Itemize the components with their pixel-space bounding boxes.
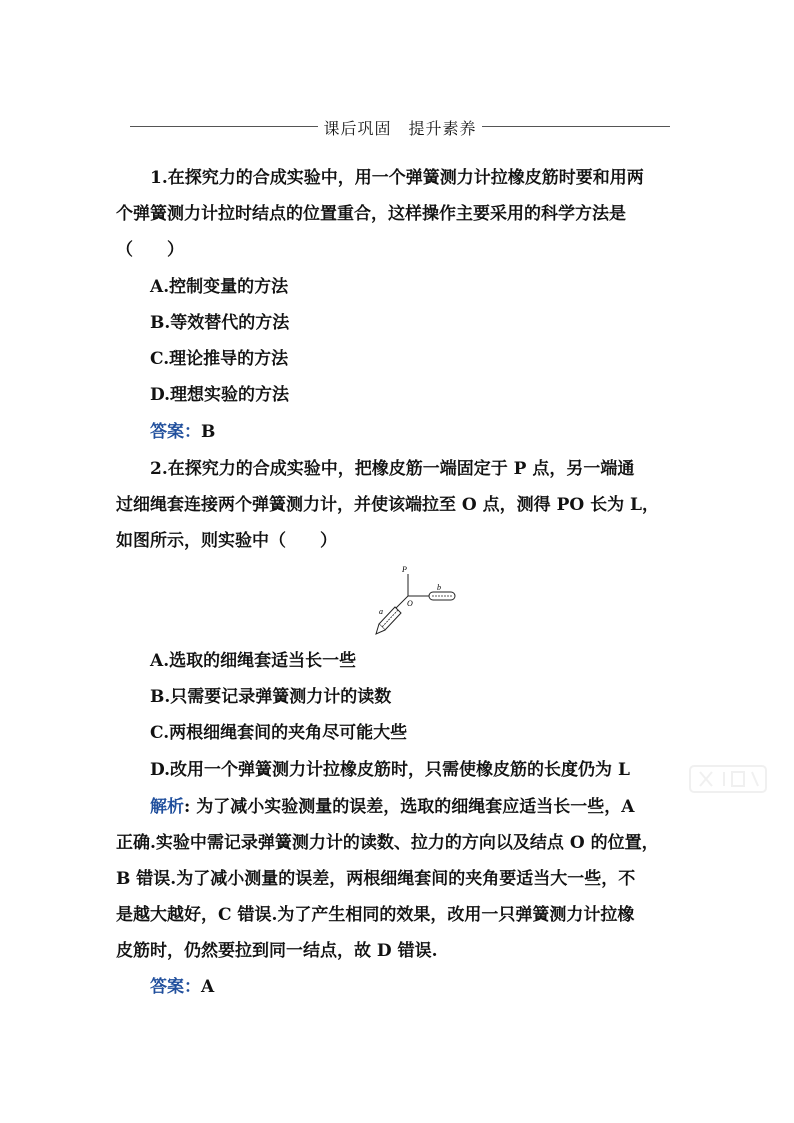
q2-analysis-text1: : 为了减小实验测量的误差，选取的细绳套应适当长一些，A xyxy=(184,797,635,817)
q1-answer-label: 答案： xyxy=(150,422,201,442)
label-b: b xyxy=(437,583,441,592)
header-rule-right xyxy=(482,126,670,127)
q2-option-d: D.改用一个弹簧测力计拉橡皮筋时，只需使橡皮筋的长度仍为 L xyxy=(150,760,630,780)
watermark-mark xyxy=(688,762,768,796)
q2-option-c: C.两根细绳套间的夹角尽可能大些 xyxy=(150,723,408,743)
q2-stem-line1: 2.在探究力的合成实验中，把橡皮筋一端固定于 P 点，另一端通 xyxy=(150,459,635,479)
q2-answer xyxy=(150,975,214,999)
q1-stem-line1: 1.在探究力的合成实验中，用一个弹簧测力计拉橡皮筋时要和用两 xyxy=(150,168,644,188)
label-o: O xyxy=(407,599,413,608)
q1-option-b: B.等效替代的方法 xyxy=(150,313,290,333)
q1-answer xyxy=(150,420,215,444)
q2-analysis-line4: 是越大越好，C 错误.为了产生相同的效果，改用一只弹簧测力计拉橡 xyxy=(116,905,635,925)
label-p: P xyxy=(402,565,407,574)
spring-scale-b xyxy=(429,592,455,600)
page-header xyxy=(130,114,670,140)
q2-option-a: A.选取的细绳套适当长一些 xyxy=(150,651,357,671)
q2-answer-value: A xyxy=(201,977,215,997)
q1-stem-line3: （ ） xyxy=(116,240,184,260)
q2-answer-label: 答案： xyxy=(150,977,201,997)
q1-option-d: D.理想实验的方法 xyxy=(150,385,290,405)
q2-option-b: B.只需要记录弹簧测力计的读数 xyxy=(150,687,392,707)
header-title: 课后巩固 提升素养 xyxy=(323,119,477,138)
label-a: a xyxy=(379,607,383,616)
q1-option-c: C.理论推导的方法 xyxy=(150,349,289,369)
q1-option-a: A.控制变量的方法 xyxy=(150,277,289,297)
q1-stem-line2: 个弹簧测力计拉时结点的位置重合，这样操作主要采用的科学方法是 xyxy=(116,204,626,224)
q2-stem-line3: 如图所示，则实验中（ ） xyxy=(116,531,337,551)
q2-analysis-line1 xyxy=(150,795,634,819)
q2-stem-line2: 过细绳套连接两个弹簧测力计，并使该端拉至 O 点，测得 PO 长为 L， xyxy=(116,495,659,515)
q2-analysis-line3: B 错误.为了减小测量的误差，两根细绳套间的夹角要适当大一些，不 xyxy=(116,869,636,889)
q1-answer-value: B xyxy=(201,422,216,442)
q2-analysis-line5: 皮筋时，仍然要拉到同一结点，故 D 错误. xyxy=(116,941,438,961)
q2-analysis-line2: 正确.实验中需记录弹簧测力计的读数、拉力的方向以及结点 O 的位置， xyxy=(116,833,659,853)
spring-scale-figure xyxy=(362,562,466,636)
q2-analysis-label: 解析 xyxy=(150,797,184,817)
